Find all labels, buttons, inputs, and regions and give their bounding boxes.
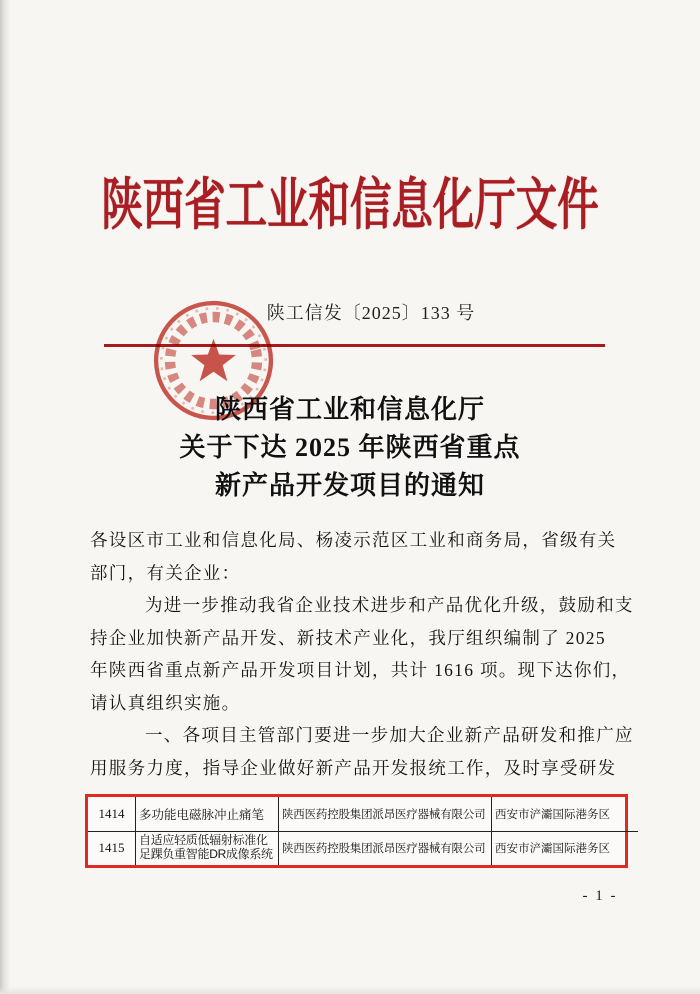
project-id-cell: 1414 (88, 797, 136, 831)
company-cell: 陕西医药控股集团派昂医疗器械有限公司 (279, 797, 492, 831)
table-row (88, 797, 638, 831)
body-line: 一、各项目主管部门要进一步加大企业新产品研发和推广应 (145, 725, 634, 745)
heading-line-3: 新产品开发项目的通知 (214, 471, 485, 500)
body-line: 部门，有关企业： (90, 562, 241, 583)
page-number: - 1 - (582, 888, 618, 904)
body-line: 请认真组织实施。 (90, 692, 241, 713)
document-body (90, 524, 634, 784)
project-table (88, 797, 638, 865)
highlighted-project-table (85, 794, 628, 868)
district-cell: 西安市浐灞国际港务区 (492, 797, 639, 831)
heading-line-2: 关于下达 2025 年陕西省重点 (179, 433, 521, 462)
project-name-two-line: 自适应轻质低辐射标准化 足踝负重智能DR成像系统 (139, 833, 273, 862)
district-cell: 西安市浐灞国际港务区 (492, 831, 639, 865)
body-line: 用服务力度，指导企业做好新产品开发报统工作，及时享受研发 (90, 757, 617, 778)
body-line: 持企业加快新产品开发、新技术产业化，我厅组织编制了 2025 (90, 627, 606, 648)
star-icon (191, 339, 236, 381)
company-cell: 陕西医药控股集团派昂医疗器械有限公司 (279, 831, 492, 865)
body-line: 为进一步推动我省企业技术进步和产品优化升级，鼓励和支 (145, 595, 634, 615)
table-row (88, 831, 638, 865)
body-line: 各设区市工业和信息化局、杨凌示范区工业和商务局，省级有关 (90, 530, 617, 550)
document-heading (0, 391, 700, 505)
project-name-cell (136, 831, 279, 865)
letterhead-title: 陕西省工业和信息化厅文件 (101, 175, 599, 237)
project-id-cell: 1415 (88, 831, 136, 865)
document-number: 陕工信发〔2025〕133 号 (266, 303, 476, 323)
heading-line-1: 陕西省工业和信息化厅 (214, 395, 485, 424)
scan-edge-artifact (0, 986, 700, 994)
project-name-cell: 多功能电磁脉冲止痛笔 (136, 797, 279, 831)
body-line: 年陕西省重点新产品开发项目计划，共计 1616 项。现下达你们， (90, 660, 631, 680)
